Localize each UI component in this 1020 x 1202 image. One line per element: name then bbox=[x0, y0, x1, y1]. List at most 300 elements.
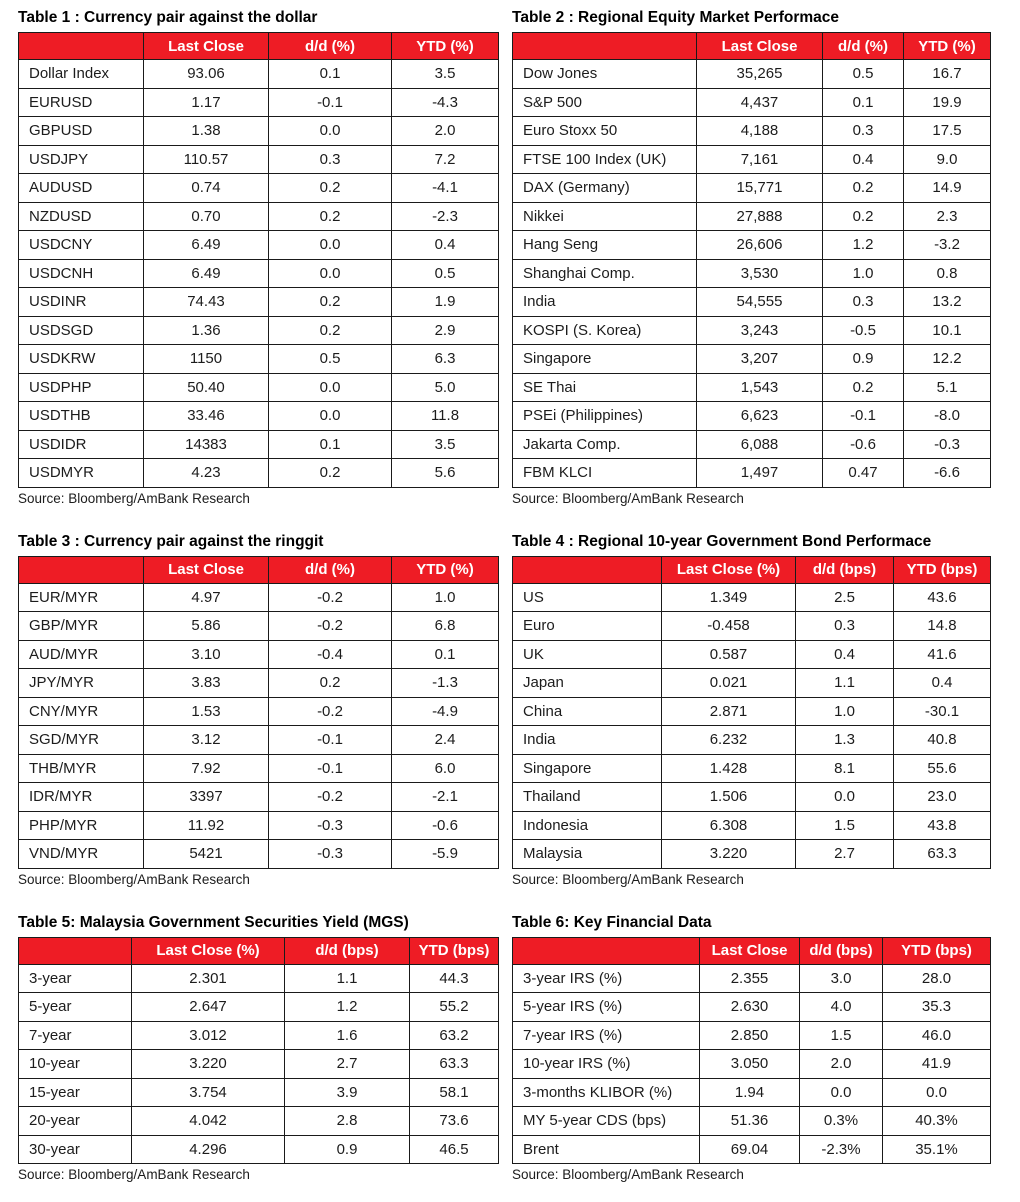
row-label: Nikkei bbox=[513, 202, 697, 231]
row-label: 3-months KLIBOR (%) bbox=[513, 1078, 700, 1107]
source-note: Source: Bloomberg/AmBank Research bbox=[512, 1167, 744, 1182]
cell-value: 0.0 bbox=[269, 373, 392, 402]
cell-value: 2.9 bbox=[392, 316, 499, 345]
cell-value: 58.1 bbox=[410, 1078, 499, 1107]
cell-value: 3,243 bbox=[697, 316, 823, 345]
row-label: SGD/MYR bbox=[19, 726, 144, 755]
cell-value: -0.3 bbox=[269, 811, 392, 840]
cell-value: -3.2 bbox=[904, 231, 991, 260]
cell-value: -30.1 bbox=[894, 697, 991, 726]
cell-value: 1.94 bbox=[700, 1078, 800, 1107]
cell-value: 35,265 bbox=[697, 60, 823, 89]
cell-value: -2.1 bbox=[392, 783, 499, 812]
column-header-blank bbox=[19, 556, 144, 583]
table-row bbox=[513, 316, 991, 345]
source-note: Source: Bloomberg/AmBank Research bbox=[18, 871, 250, 887]
cell-value: 13.2 bbox=[904, 288, 991, 317]
cell-value: 0.0 bbox=[269, 117, 392, 146]
cell-value: 0.3 bbox=[823, 288, 904, 317]
cell-value: 0.5 bbox=[823, 60, 904, 89]
cell-value: 44.3 bbox=[410, 964, 499, 993]
cell-value: 0.2 bbox=[823, 202, 904, 231]
column-header-ytd: YTD (bps) bbox=[894, 556, 991, 583]
table-row bbox=[19, 430, 499, 459]
column-header-dd: d/d (%) bbox=[269, 556, 392, 583]
table-row bbox=[19, 259, 499, 288]
table2-regional-equity bbox=[512, 32, 991, 488]
cell-value: 3,530 bbox=[697, 259, 823, 288]
cell-value: 3.050 bbox=[700, 1050, 800, 1079]
table-row bbox=[513, 459, 991, 488]
cell-value: 5.86 bbox=[144, 612, 269, 641]
cell-value: 1.0 bbox=[823, 259, 904, 288]
row-label: China bbox=[513, 697, 662, 726]
cell-value: 1.3 bbox=[796, 726, 894, 755]
table-row bbox=[19, 754, 499, 783]
cell-value: -0.1 bbox=[269, 754, 392, 783]
row-label: 3-year bbox=[19, 964, 132, 993]
cell-value: -0.3 bbox=[269, 840, 392, 869]
cell-value: 110.57 bbox=[144, 145, 269, 174]
cell-value: 1.38 bbox=[144, 117, 269, 146]
cell-value: 46.5 bbox=[410, 1135, 499, 1164]
row-label: EURUSD bbox=[19, 88, 144, 117]
cell-value: 0.1 bbox=[269, 60, 392, 89]
table-row bbox=[513, 640, 991, 669]
cell-value: 63.3 bbox=[894, 840, 991, 869]
cell-value: 51.36 bbox=[700, 1107, 800, 1136]
cell-value: 41.9 bbox=[883, 1050, 991, 1079]
table-row bbox=[19, 288, 499, 317]
cell-value: 40.8 bbox=[894, 726, 991, 755]
cell-value: 4,437 bbox=[697, 88, 823, 117]
cell-value: 0.0 bbox=[269, 402, 392, 431]
table-row bbox=[19, 1107, 499, 1136]
row-label: Dollar Index bbox=[19, 60, 144, 89]
cell-value: 16.7 bbox=[904, 60, 991, 89]
cell-value: 7,161 bbox=[697, 145, 823, 174]
cell-value: 6.0 bbox=[392, 754, 499, 783]
row-label: GBPUSD bbox=[19, 117, 144, 146]
table6-key-financial-section bbox=[512, 914, 990, 1183]
cell-value: 1.0 bbox=[392, 583, 499, 612]
row-label: USDCNY bbox=[19, 231, 144, 260]
table-row bbox=[513, 754, 991, 783]
cell-value: 3.0 bbox=[800, 964, 883, 993]
table-row bbox=[513, 1078, 991, 1107]
table3-title: Table 3 : Currency pair against the ringgit bbox=[18, 532, 324, 550]
cell-value: 6,623 bbox=[697, 402, 823, 431]
cell-value: 0.3 bbox=[269, 145, 392, 174]
cell-value: 3.5 bbox=[392, 430, 499, 459]
cell-value: 0.0 bbox=[796, 783, 894, 812]
cell-value: 2.301 bbox=[132, 964, 285, 993]
table-row bbox=[513, 373, 991, 402]
row-label: 10-year IRS (%) bbox=[513, 1050, 700, 1079]
cell-value: 1.36 bbox=[144, 316, 269, 345]
cell-value: 0.8 bbox=[904, 259, 991, 288]
cell-value: 46.0 bbox=[883, 1021, 991, 1050]
table-row bbox=[19, 612, 499, 641]
header-row bbox=[19, 33, 499, 60]
source-note: Source: Bloomberg/AmBank Research bbox=[18, 490, 250, 506]
table2-title: Table 2 : Regional Equity Market Performace bbox=[512, 9, 840, 26]
table3-currency-vs-ringgit bbox=[18, 556, 499, 869]
row-label: Thailand bbox=[513, 783, 662, 812]
table-row bbox=[19, 60, 499, 89]
cell-value: 14383 bbox=[144, 430, 269, 459]
cell-value: 1.506 bbox=[662, 783, 796, 812]
row-label: 7-year bbox=[19, 1021, 132, 1050]
table-row bbox=[513, 811, 991, 840]
table2-regional-equity-section bbox=[512, 9, 990, 506]
table-row bbox=[19, 402, 499, 431]
table6-key-financial bbox=[512, 937, 991, 1165]
header-row bbox=[513, 33, 991, 60]
row-label: Jakarta Comp. bbox=[513, 430, 697, 459]
cell-value: 12.2 bbox=[904, 345, 991, 374]
cell-value: 17.5 bbox=[904, 117, 991, 146]
cell-value: -0.458 bbox=[662, 612, 796, 641]
column-header-last-close: Last Close bbox=[144, 33, 269, 60]
cell-value: 2.7 bbox=[285, 1050, 410, 1079]
cell-value: -0.6 bbox=[392, 811, 499, 840]
table-row bbox=[19, 373, 499, 402]
cell-value: -0.5 bbox=[823, 316, 904, 345]
table-row bbox=[513, 88, 991, 117]
table-row bbox=[513, 402, 991, 431]
table-row bbox=[513, 288, 991, 317]
cell-value: 6.49 bbox=[144, 231, 269, 260]
table-row bbox=[513, 583, 991, 612]
source-note: Source: Bloomberg/AmBank Research bbox=[512, 490, 744, 506]
cell-value: 0.0 bbox=[883, 1078, 991, 1107]
cell-value: 19.9 bbox=[904, 88, 991, 117]
table-row bbox=[513, 726, 991, 755]
row-label: Brent bbox=[513, 1135, 700, 1164]
row-label: EUR/MYR bbox=[19, 583, 144, 612]
cell-value: 2.647 bbox=[132, 993, 285, 1022]
column-header-dd: d/d (%) bbox=[269, 33, 392, 60]
table-row bbox=[513, 993, 991, 1022]
cell-value: 4.0 bbox=[800, 993, 883, 1022]
row-label: FBM KLCI bbox=[513, 459, 697, 488]
cell-value: 2.850 bbox=[700, 1021, 800, 1050]
row-label: DAX (Germany) bbox=[513, 174, 697, 203]
table-row bbox=[19, 783, 499, 812]
row-label: GBP/MYR bbox=[19, 612, 144, 641]
cell-value: 6.3 bbox=[392, 345, 499, 374]
table5-mgs-yield bbox=[18, 937, 499, 1165]
cell-value: 2.5 bbox=[796, 583, 894, 612]
column-header-blank bbox=[513, 33, 697, 60]
cell-value: 3,207 bbox=[697, 345, 823, 374]
row-label: USDPHP bbox=[19, 373, 144, 402]
column-header-ytd: YTD (%) bbox=[392, 33, 499, 60]
cell-value: 0.0 bbox=[269, 259, 392, 288]
cell-value: 1.53 bbox=[144, 697, 269, 726]
table-row bbox=[513, 1021, 991, 1050]
table-row bbox=[19, 316, 499, 345]
table-row bbox=[513, 1050, 991, 1079]
table-row bbox=[513, 430, 991, 459]
table-row bbox=[513, 840, 991, 869]
cell-value: 3.220 bbox=[132, 1050, 285, 1079]
cell-value: 55.2 bbox=[410, 993, 499, 1022]
cell-value: 0.47 bbox=[823, 459, 904, 488]
header-row bbox=[19, 556, 499, 583]
cell-value: 7.2 bbox=[392, 145, 499, 174]
cell-value: 6.8 bbox=[392, 612, 499, 641]
row-label: 5-year bbox=[19, 993, 132, 1022]
cell-value: -1.3 bbox=[392, 669, 499, 698]
cell-value: 35.3 bbox=[883, 993, 991, 1022]
cell-value: 1,497 bbox=[697, 459, 823, 488]
cell-value: 0.1 bbox=[269, 430, 392, 459]
cell-value: 11.8 bbox=[392, 402, 499, 431]
cell-value: 4.296 bbox=[132, 1135, 285, 1164]
cell-value: 0.0 bbox=[800, 1078, 883, 1107]
column-header-dd: d/d (%) bbox=[823, 33, 904, 60]
cell-value: 0.3% bbox=[800, 1107, 883, 1136]
table-row bbox=[513, 1135, 991, 1164]
cell-value: 35.1% bbox=[883, 1135, 991, 1164]
table-row bbox=[513, 1107, 991, 1136]
row-label: USDIDR bbox=[19, 430, 144, 459]
cell-value: 1.2 bbox=[823, 231, 904, 260]
table-row bbox=[513, 669, 991, 698]
cell-value: 0.5 bbox=[269, 345, 392, 374]
header-row bbox=[513, 937, 991, 964]
table-row bbox=[19, 1021, 499, 1050]
source-note: Source: Bloomberg/AmBank Research bbox=[512, 871, 744, 887]
cell-value: 5421 bbox=[144, 840, 269, 869]
row-label: India bbox=[513, 288, 697, 317]
cell-value: 27,888 bbox=[697, 202, 823, 231]
row-label: USDSGD bbox=[19, 316, 144, 345]
table-row bbox=[19, 174, 499, 203]
cell-value: 1.6 bbox=[285, 1021, 410, 1050]
table4-govt-bond-section bbox=[512, 533, 990, 887]
row-label: USDKRW bbox=[19, 345, 144, 374]
table6-title: Table 6: Key Financial Data bbox=[512, 913, 712, 931]
column-header-blank bbox=[513, 937, 700, 964]
cell-value: 43.8 bbox=[894, 811, 991, 840]
cell-value: 0.4 bbox=[796, 640, 894, 669]
table-row bbox=[513, 174, 991, 203]
table-row bbox=[513, 145, 991, 174]
table5-mgs-yield-section bbox=[18, 914, 498, 1183]
column-header-last-close: Last Close bbox=[697, 33, 823, 60]
row-label: USDCNH bbox=[19, 259, 144, 288]
table-row bbox=[19, 640, 499, 669]
cell-value: 0.4 bbox=[894, 669, 991, 698]
cell-value: 2.7 bbox=[796, 840, 894, 869]
cell-value: 6.232 bbox=[662, 726, 796, 755]
cell-value: 2.8 bbox=[285, 1107, 410, 1136]
row-label: PSEi (Philippines) bbox=[513, 402, 697, 431]
column-header-ytd: YTD (bps) bbox=[883, 937, 991, 964]
row-label: USDTHB bbox=[19, 402, 144, 431]
cell-value: 3.9 bbox=[285, 1078, 410, 1107]
cell-value: -0.2 bbox=[269, 583, 392, 612]
table-row bbox=[19, 1078, 499, 1107]
table-row bbox=[19, 459, 499, 488]
column-header-last-close: Last Close (%) bbox=[132, 937, 285, 964]
table-row bbox=[19, 1135, 499, 1164]
cell-value: -0.1 bbox=[269, 726, 392, 755]
cell-value: 10.1 bbox=[904, 316, 991, 345]
row-label: Shanghai Comp. bbox=[513, 259, 697, 288]
row-label: Singapore bbox=[513, 345, 697, 374]
cell-value: 15,771 bbox=[697, 174, 823, 203]
row-label: 20-year bbox=[19, 1107, 132, 1136]
cell-value: 14.9 bbox=[904, 174, 991, 203]
row-label: 5-year IRS (%) bbox=[513, 993, 700, 1022]
cell-value: -4.1 bbox=[392, 174, 499, 203]
cell-value: 0.2 bbox=[269, 288, 392, 317]
row-label: FTSE 100 Index (UK) bbox=[513, 145, 697, 174]
row-label: 3-year IRS (%) bbox=[513, 964, 700, 993]
cell-value: 14.8 bbox=[894, 612, 991, 641]
cell-value: -0.3 bbox=[904, 430, 991, 459]
row-label: UK bbox=[513, 640, 662, 669]
cell-value: 0.0 bbox=[269, 231, 392, 260]
column-header-blank bbox=[19, 33, 144, 60]
row-label: Hang Seng bbox=[513, 231, 697, 260]
cell-value: 1.428 bbox=[662, 754, 796, 783]
cell-value: 0.2 bbox=[269, 174, 392, 203]
cell-value: 0.3 bbox=[796, 612, 894, 641]
cell-value: 0.2 bbox=[269, 316, 392, 345]
cell-value: 6.49 bbox=[144, 259, 269, 288]
table-row bbox=[513, 345, 991, 374]
cell-value: 1.5 bbox=[800, 1021, 883, 1050]
table-row bbox=[513, 964, 991, 993]
cell-value: 2.630 bbox=[700, 993, 800, 1022]
cell-value: 7.92 bbox=[144, 754, 269, 783]
source-note: Source: Bloomberg/AmBank Research bbox=[18, 1167, 250, 1182]
table-row bbox=[19, 964, 499, 993]
row-label: S&P 500 bbox=[513, 88, 697, 117]
table-row bbox=[19, 231, 499, 260]
cell-value: 4.042 bbox=[132, 1107, 285, 1136]
tables-grid bbox=[18, 9, 990, 1182]
cell-value: 0.9 bbox=[823, 345, 904, 374]
cell-value: 26,606 bbox=[697, 231, 823, 260]
cell-value: 54,555 bbox=[697, 288, 823, 317]
cell-value: 55.6 bbox=[894, 754, 991, 783]
cell-value: 1.349 bbox=[662, 583, 796, 612]
table-row bbox=[19, 726, 499, 755]
column-header-last-close: Last Close (%) bbox=[662, 556, 796, 583]
table-row bbox=[19, 993, 499, 1022]
row-label: USDJPY bbox=[19, 145, 144, 174]
cell-value: 3.10 bbox=[144, 640, 269, 669]
table-row bbox=[19, 669, 499, 698]
cell-value: 1.17 bbox=[144, 88, 269, 117]
row-label: Euro bbox=[513, 612, 662, 641]
cell-value: 2.0 bbox=[800, 1050, 883, 1079]
row-label: Dow Jones bbox=[513, 60, 697, 89]
cell-value: 9.0 bbox=[904, 145, 991, 174]
row-label: 30-year bbox=[19, 1135, 132, 1164]
table4-govt-bond bbox=[512, 556, 991, 869]
cell-value: -5.9 bbox=[392, 840, 499, 869]
table-row bbox=[513, 60, 991, 89]
row-label: PHP/MYR bbox=[19, 811, 144, 840]
table-row bbox=[513, 612, 991, 641]
table-row bbox=[513, 783, 991, 812]
row-label: IDR/MYR bbox=[19, 783, 144, 812]
cell-value: 43.6 bbox=[894, 583, 991, 612]
cell-value: -6.6 bbox=[904, 459, 991, 488]
row-label: 7-year IRS (%) bbox=[513, 1021, 700, 1050]
cell-value: 4.97 bbox=[144, 583, 269, 612]
cell-value: 3.220 bbox=[662, 840, 796, 869]
header-row bbox=[513, 556, 991, 583]
cell-value: -0.2 bbox=[269, 697, 392, 726]
cell-value: 4.23 bbox=[144, 459, 269, 488]
cell-value: 33.46 bbox=[144, 402, 269, 431]
row-label: AUDUSD bbox=[19, 174, 144, 203]
row-label: Indonesia bbox=[513, 811, 662, 840]
row-label: NZDUSD bbox=[19, 202, 144, 231]
cell-value: -0.1 bbox=[269, 88, 392, 117]
row-label: MY 5-year CDS (bps) bbox=[513, 1107, 700, 1136]
cell-value: 3.012 bbox=[132, 1021, 285, 1050]
cell-value: 0.1 bbox=[823, 88, 904, 117]
table-row bbox=[19, 345, 499, 374]
table-row bbox=[513, 231, 991, 260]
row-label: JPY/MYR bbox=[19, 669, 144, 698]
cell-value: 23.0 bbox=[894, 783, 991, 812]
cell-value: 1.1 bbox=[285, 964, 410, 993]
cell-value: 63.3 bbox=[410, 1050, 499, 1079]
row-label: KOSPI (S. Korea) bbox=[513, 316, 697, 345]
cell-value: 0.2 bbox=[823, 373, 904, 402]
cell-value: 3.83 bbox=[144, 669, 269, 698]
row-label: Euro Stoxx 50 bbox=[513, 117, 697, 146]
column-header-last-close: Last Close bbox=[700, 937, 800, 964]
table-row bbox=[19, 88, 499, 117]
cell-value: 5.1 bbox=[904, 373, 991, 402]
cell-value: 2.3 bbox=[904, 202, 991, 231]
column-header-ytd: YTD (%) bbox=[392, 556, 499, 583]
cell-value: 6,088 bbox=[697, 430, 823, 459]
row-label: 15-year bbox=[19, 1078, 132, 1107]
table1-currency-vs-dollar bbox=[18, 32, 499, 488]
cell-value: 3397 bbox=[144, 783, 269, 812]
header-row bbox=[19, 937, 499, 964]
cell-value: 3.5 bbox=[392, 60, 499, 89]
cell-value: 0.5 bbox=[392, 259, 499, 288]
cell-value: 6.308 bbox=[662, 811, 796, 840]
cell-value: 5.0 bbox=[392, 373, 499, 402]
table-row bbox=[513, 202, 991, 231]
row-label: SE Thai bbox=[513, 373, 697, 402]
cell-value: -0.2 bbox=[269, 783, 392, 812]
table-row bbox=[513, 259, 991, 288]
cell-value: 0.021 bbox=[662, 669, 796, 698]
column-header-blank bbox=[19, 937, 132, 964]
cell-value: 8.1 bbox=[796, 754, 894, 783]
cell-value: 1.5 bbox=[796, 811, 894, 840]
cell-value: 0.2 bbox=[269, 202, 392, 231]
row-label: CNY/MYR bbox=[19, 697, 144, 726]
cell-value: 40.3% bbox=[883, 1107, 991, 1136]
table4-title: Table 4 : Regional 10-year Government Bond Performace bbox=[512, 532, 932, 550]
